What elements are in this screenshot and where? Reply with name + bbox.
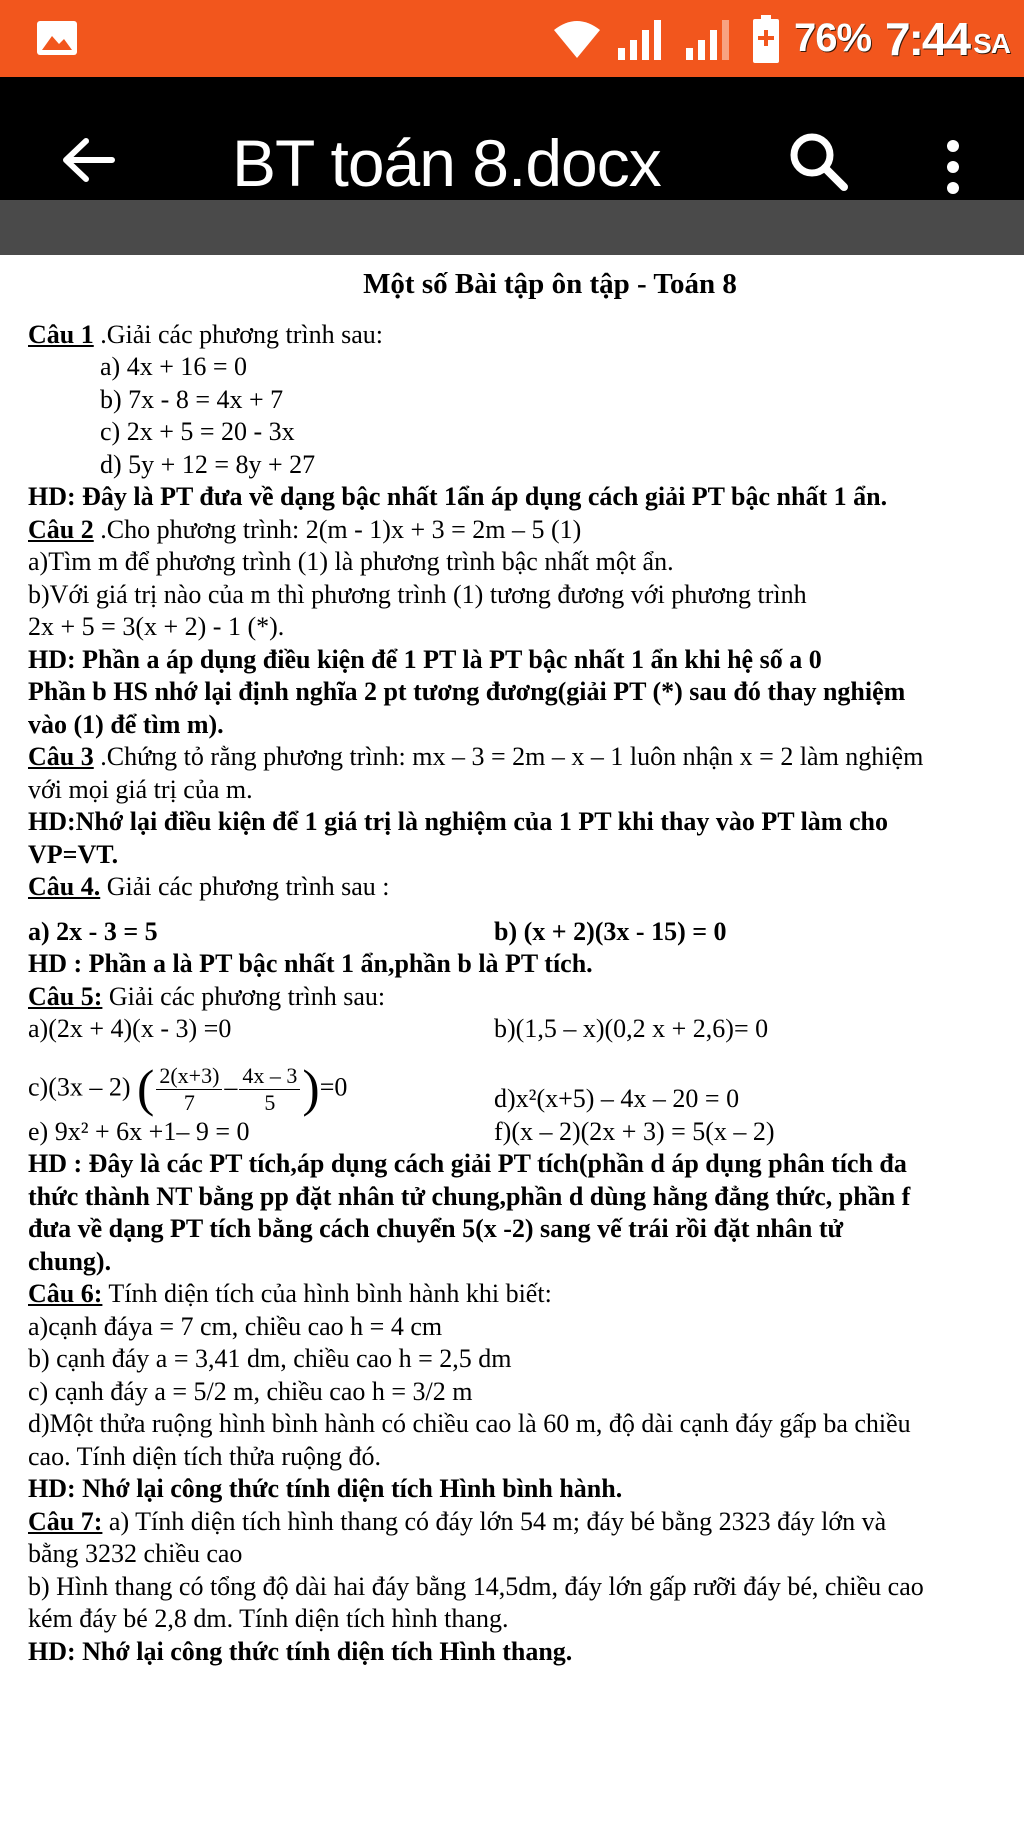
q4-hint: HD : Phần a là PT bậc nhất 1 ẩn,phần b là PT tích. (28, 949, 593, 978)
q5-hint-2: thức thành NT bằng pp đặt nhân tử chung,phần d dùng hằng đẳng thức, phần f (28, 1181, 911, 1211)
q7-hint: HD: Nhớ lại công thức tính diện tích Hình thang. (28, 1636, 573, 1666)
clock-time: 7:44 (885, 12, 970, 65)
q5-text: Giải các phương trình sau: (102, 981, 386, 1011)
q6-label: Câu 6: (28, 1279, 103, 1308)
q3-hint-1: HD:Nhớ lại điều kiện để 1 giá trị là nghiệm của 1 PT khi thay vào PT làm cho (28, 807, 888, 836)
clock-ampm: SA (973, 27, 1010, 59)
q1-hint: HD: Đây là PT đưa về dạng bậc nhất 1ẩn áp dụng cách giải PT bậc nhất 1 ẩn. (28, 482, 888, 511)
q2-text: .Cho phương trình: 2(m - 1)x + 3 = 2m – 5 (1) (93, 514, 582, 544)
more-vert-icon[interactable] (938, 139, 968, 195)
q1-text: .Giải các phương trình sau: (93, 319, 383, 349)
q7-label: Câu 7: (28, 1506, 103, 1536)
q6-line (28, 1278, 1008, 1311)
signal-icon (616, 16, 670, 62)
q2-part-b: b)Với giá trị nào của m thì phương trình (1) tương đương với phương trình (28, 579, 807, 609)
battery-level: 76% (793, 16, 872, 60)
q4-part-a: a) 2x - 3 = 5 (28, 916, 158, 946)
q5-c-num-1: 2(x+3) (156, 1063, 222, 1090)
q7-line (28, 1506, 1008, 1539)
q5-row-ab (28, 1013, 1008, 1046)
q4-equations (28, 916, 1008, 949)
q5-part-a: a)(2x + 4)(x - 3) =0 (28, 1014, 232, 1043)
q5-c-den-2: 5 (264, 1089, 276, 1115)
q5-c-fraction-2 (239, 1063, 300, 1116)
q1-item-b: b) 7x - 8 = 4x + 7 (100, 384, 284, 414)
q6-hint: HD: Nhớ lại công thức tính diện tích Hình bình hành. (28, 1474, 623, 1503)
toolbar-shadow (0, 200, 1024, 255)
q5-row-ef (28, 1116, 1008, 1149)
status-bar (0, 0, 1024, 77)
q7-part-b-2: kém đáy bé 2,8 dm. Tính diện tích hình thang. (28, 1604, 509, 1633)
q7-text: a) Tính diện tích hình thang có đáy lớn 54 m; đáy bé bằng 2323 đáy lớn và (102, 1506, 887, 1536)
q4-line (28, 871, 1008, 904)
q2-hint-1: HD: Phần a áp dụng điều kiện để 1 PT là PT bậc nhất 1 ẩn khi hệ số a 0 (28, 644, 822, 674)
q5-part-f: f)(x – 2)(2x + 3) = 5(x – 2) (494, 1116, 775, 1146)
q4-label: Câu 4. (28, 872, 101, 901)
q5-part-d: d)x²(x+5) – 4x – 20 = 0 (494, 1084, 740, 1113)
q3-text-2: với mọi giá trị của m. (28, 774, 253, 804)
q5-c-fraction-1 (156, 1063, 222, 1116)
q5-part-b: b)(1,5 – x)(0,2 x + 2,6)= 0 (494, 1014, 769, 1043)
q5-c-suffix: =0 (319, 1071, 348, 1101)
q4-text: Giải các phương trình sau : (100, 872, 390, 901)
q3-label: Câu 3 (28, 742, 94, 771)
q2-hint-3: vào (1) để tìm m). (28, 709, 224, 739)
q1-label: Câu 1 (28, 319, 94, 349)
q3-line (28, 741, 1008, 774)
q5-c-prefix: c)(3x – 2) (28, 1071, 131, 1101)
q5-c-minus: – (224, 1071, 238, 1101)
q2-part-a: a)Tìm m để phương trình (1) là phương trình bậc nhất một ẩn. (28, 547, 674, 576)
q6-part-d-2: cao. Tính diện tích thửa ruộng đó. (28, 1441, 381, 1471)
q1-item-c: c) 2x + 5 = 20 - 3x (100, 417, 295, 446)
doc-title: Một số Bài tập ôn tập - Toán 8 (363, 268, 737, 300)
q5-label: Câu 5: (28, 981, 103, 1011)
q6-part-a: a)cạnh đáya = 7 cm, chiều cao h = 4 cm (28, 1311, 443, 1341)
q2-hint-2: Phần b HS nhớ lại định nghĩa 2 pt tương đương(giải PT (*) sau đó thay nghiệm (28, 677, 906, 706)
wifi-icon (552, 18, 602, 60)
q5-part-e: e) 9x² + 6x +1– 9 = 0 (28, 1116, 250, 1146)
q2-line (28, 514, 1008, 547)
q6-part-c: c) cạnh đáy a = 5/2 m, chiều cao h = 3/2 m (28, 1376, 473, 1406)
q7-text-2: bằng 3232 chiều cao (28, 1539, 243, 1568)
search-icon[interactable] (786, 129, 850, 193)
document-page (28, 268, 1008, 1668)
q2-part-b-eq: 2x + 5 = 3(x + 2) - 1 (*). (28, 612, 285, 641)
q5-c-den-1: 7 (183, 1089, 195, 1115)
signal-icon-2 (684, 16, 738, 62)
q1-item-a: a) 4x + 16 = 0 (100, 352, 248, 381)
q5-row-cd (28, 1046, 1008, 1116)
q1-item-d: d) 5y + 12 = 8y + 27 (100, 449, 316, 479)
q5-part-c: c)(3x – 2) ( $\frac{2(x+3)}{7}$ – $\frac{4x - 3}{5}$ )=0 (28, 1060, 348, 1117)
q6-part-d-1: d)Một thửa ruộng hình bình hành có chiều cao là 60 m, độ dài cạnh đáy gấp ba chiều (28, 1409, 911, 1438)
q2-label: Câu 2 (28, 514, 94, 544)
q6-part-b: b) cạnh đáy a = 3,41 dm, chiều cao h = 2,5 dm (28, 1344, 512, 1373)
q5-c-num-2: 4x – 3 (239, 1063, 300, 1090)
q6-text: Tính diện tích của hình bình hành khi biết: (102, 1279, 552, 1308)
battery-charging-icon (752, 14, 780, 64)
q5-hint-3: đưa về dạng PT tích bằng cách chuyển 5(x -2) sang vế trái rồi đặt nhân tử (28, 1214, 844, 1243)
q3-text: .Chứng tỏ rằng phương trình: mx – 3 = 2m – x – 1 luôn nhận x = 2 làm nghiệm (93, 742, 924, 771)
q5-hint-4: chung). (28, 1246, 112, 1276)
q5-line (28, 981, 1008, 1014)
q1-line (28, 319, 1008, 352)
q5-hint-1: HD : Đây là các PT tích,áp dụng cách giải PT tích(phần d áp dụng phân tích đa (28, 1149, 907, 1178)
document-title: BT toán 8.docx (232, 126, 661, 200)
back-arrow-icon[interactable] (60, 135, 116, 185)
q7-part-b-1: b) Hình thang có tổng độ dài hai đáy bằng 14,5dm, đáy lớn gấp rưỡi đáy bé, chiều cao (28, 1571, 924, 1601)
app-toolbar (0, 77, 1024, 200)
gallery-icon (36, 20, 78, 56)
q3-hint-2: VP=VT. (28, 839, 119, 869)
q4-part-b: b) (x + 2)(3x - 15) = 0 (494, 916, 727, 946)
